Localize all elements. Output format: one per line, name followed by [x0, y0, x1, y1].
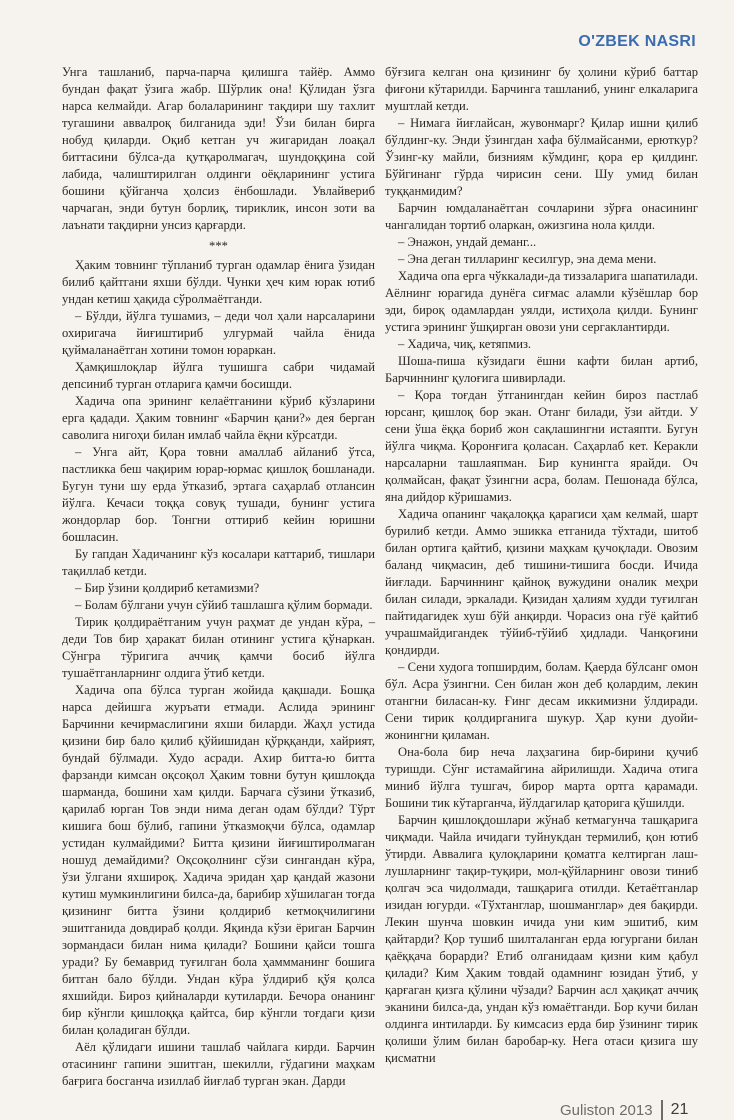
paragraph: Бу гапдан Хадичанинг кўз косалари каттариб, тишлари тақиллаб кетди.: [62, 547, 375, 578]
paragraph: Аёл қўлидаги ишини ташлаб чайлага кирди. Барчин отасининг гапини эшитган, шекилли, гўдагини маҳкам бағрига босганча изиллаб йиғлаб турган экан. Дарди: [62, 1040, 375, 1088]
paragraph: Хадича опанинг чақалоққа қарагиси ҳам келмай, шарт бурилиб кетди. Аммо эшикка етганида тўхтади, шитоб билан ортига қайтиб, қизини маҳкам қучоқлади. Овозим баланд чиқмасин, деб тишини-тишига босди. Ичида йиғлади. Барчиннинг қайноқ вужудини оналик меҳри билан силади, эркалади. Қизидан ҳалиям худди туғилган пайтидагидек хуш бўй анқирди. Чорасиз она гўё қайтиб учрашмайдигандек тўйиб-тўйиб ҳидлади. Чанқоғини қондирди.: [385, 507, 698, 657]
paragraph: Хадича опа эрининг келаётганини кўриб кўзларини ерга қадади. Ҳаким товнинг «Барчин қани?» дея берган саволига нигоҳи билан имлаб чайла ёқни кўрсатди.: [62, 394, 375, 442]
paragraph: Она-бола бир неча лаҳзагина бир-бирини қучиб туришди. Сўнг истамайгина айрилишди. Хадича отига миниб йўлга тушгач, бирор марта ортга қарамади. Бошини тик кўтарганча, йўлдагилар қаторига қўшилди.: [385, 745, 698, 810]
paragraph: – Болам бўлгани учун сўйиб ташлашга қўлим бормади.: [75, 598, 373, 612]
right-text-column: [385, 64, 698, 1067]
paragraph: Хадича опа бўлса турган жойида қақшади. Бошқа нарса дейишга журъати етмади. Аслида эрининг Барчинни кечирмаслигини яхши биларди. Жаҳл устида қизини бир бало қилиб қўйишидан қўрққанди, хайрият, бундай бўлмади. Худо асради. Ахир битта-ю битта фарзанди кимсан оқсоқол Ҳаким товни бутун қишлоқда шарманда, бошини хам қилди. Барчага сўзини ўтказиб, қарилаб юрган Тов энди нима деган одам бўлди? Тўрт кишига бош бўлиб, гапини ўтказмоқчи бўлса, одамлар устидан кулмайдими? Битта қизини йиғиштиролмаган ношуд демайдими? Оқсоқолнинг сўзи сингандан кўра, ўзи ўлгани яхшироқ. Хадича эридан ҳар қандай жазони кутиш мумкинлигини билса-да, барибир хўшилаган тоғда қизининг битта ўзини қолдириб кетмоқчилигини эшитганида довдираб қолди. Яқинда кўзи ёриган Барчин зормандаси билан нима қилади? Бошини қайси тошга уради? Бу бемаврид туғилган бола ҳаммманинг бошига битган бало бўлди. Ундан кўра ўлдириб қўя қолса яхшийди. Бироз қийналарди кутиларди. Бечора онанинг бир кўнгли қишлоққа қайтса, бир кўнгли тоғдаги қизи билан қоладиган бўлди.: [62, 683, 375, 1037]
paragraph: Унга ташланиб, парча-парча қилишга тайёр. Аммо бундан фақат ўзига жабр. Шўрлик она! Қўлидан ўзга нарса келмайди. Агар болаларининг тақдири шу тахлит тугашини аввалроқ билганида эди! Ўзи билан бирга нобуд қиларди. Оқиб кетган уч жигаридан лоақал биттасини бўлса-да қутқаролмагач, шундоққина сой лабида, чалиштирилган олдинги оёқларининг устига бошини қўйганча ҳолсиз ёнбошлади. Увлайвериб чарчаган, энди бутун борлиқ, тириклик, инсон зоти ва лаънати тақдирни унсиз қарғарди.: [62, 65, 375, 232]
page-footer: [62, 1100, 698, 1120]
paragraph: Хадича опа ерга чўккалади-да тиззаларига шапатилади. Аёлнинг юрагида дунёга сиғмас аламли кўзёшлар бор эди, бироқ одамлардан уялди, истиҳола қилди. Бунинг устига эрининг ўшқирган овози уни сергаклантирди.: [385, 269, 698, 334]
magazine-issue: Guliston 2013: [560, 1101, 653, 1119]
left-text-column: [62, 64, 375, 1090]
paragraph: бўғзига келган она қизининг бу ҳолини кўриб баттар фиғони кўтарилди. Барчинга ташланиб, унинг елкаларига муштлай кетди.: [385, 65, 698, 113]
paragraph: Ҳаким товнинг тўпланиб турган одамлар ёнига ўзидан билиб қайтгани яхши бўлди. Чунки ҳеч ким юрак ютиб ундан кетиш ҳақида сўролмаётганди.: [62, 258, 375, 306]
paragraph: – Бир ўзини қолдириб кетамизми?: [75, 581, 260, 595]
paragraph: – Эна деган тилларинг кесилгур, эна дема мени.: [398, 252, 657, 266]
paragraph: Тирик қолдираётганим учун раҳмат де ундан кўра, – деди Тов бир ҳаракат билан отининг устига қўнаркан. Сўнгра тўригига аччиқ қамчи босиб йўлга тушаётганларнинг олдига ўтиб кетди.: [62, 615, 375, 680]
page-number: 21: [670, 1101, 689, 1118]
paragraph: Ҳамқишлоқлар йўлга тушишга сабри чидамай депсиниб турган отларига қамчи босишди.: [62, 360, 375, 391]
paragraph: – Бўлди, йўлга тушамиз, – деди чол ҳали нарсаларини охиригача йиғиштириб улгурмай чайла ёнида қуймаланаётган хотини томон юраркан.: [62, 309, 375, 357]
paragraph: – Хадича, чиқ, кетяпмиз.: [398, 337, 532, 351]
paragraph: – Энажон, ундай деманг...: [398, 235, 537, 249]
paragraph: – Унга айт, Қора товни амаллаб айланиб ўтса, пастликка беш чақирим юрар-юрмас қишлоқ бошланади. Бугун туни шу ерда ўтказиб, эртага саҳарлаб отлансин йўлга. Кечаси тоққа совуқ тушади, бунинг устига жондорлар бор. Тонгни оттириб кейин юришни бошласин.: [62, 445, 375, 544]
paragraph: Шоша-пиша кўзидаги ёшни кафти билан артиб, Барчиннинг қулоғига шивирлади.: [385, 354, 698, 385]
page-body: [62, 64, 698, 1120]
paragraph: Барчин юмдаланаётган сочларини зўрға онасининг чангалидан тортиб оларкан, ожизгина нола қилди.: [385, 201, 698, 232]
paragraph: – Нимага йиғлайсан, жувонмарг? Қилар ишни қилиб бўлдинг-ку. Энди ўзингдан хафа бўлмайсанми, ерюткур? Ўзинг-ку майли, бизниям кўмдинг, қора ер қилдинг. Бўйгинанг гўрда чирисин сени. Шу умид билан туққанмидим?: [385, 116, 698, 198]
paragraph: Барчин қишлоқдошлари жўнаб кетмагунча ташқарига чиқмади. Чайла ичидаги туйнукдан термилиб, қон ютиб ўтирди. Аввалига қулоқларини қоматга келтирган лаш-лушларнинг тақир-туқири, мол-қўйларнинг овози тиниб қолгач эса чидолмади, ташқарига отилди. Кетаётганлар изидан югурди. «Тўхтанглар, шошманглар» дея бақирди. Лекин шунча шовкин ичида уни ким эшитиб, ким қайтарди? Қор тушиб шилталанган ерда югургани билан қаёққача борарди? Етиб олганидаам қизни ким қабул қилади? Ким Ҳаким товдай одамнинг юзидан ўтиб, у қарғаган қизга қўлини чўзади? Барчин асл ҳақиқат аччиқ эканини билса-да, ундан кўз юмаётганди. Бор кучи билан олдинга интиларди. Бу кимсасиз ерда бир ўзининг тирик қолиши ўлим билан баробар-ку. Нега отаси қизига шу қисматни: [385, 813, 698, 1065]
paragraph: – Сени худога топширдим, болам. Қаерда бўлсанг омон бўл. Асра ўзингни. Сен билан жон деб қолардим, лекин отангни биласан-ку. Ғинг десам иккимизни ўлдиради. Сени тирик қолдирганига шукур. Ҳар куни дуойи-жонингни қиламан.: [385, 660, 698, 742]
paragraph: – Қора тоғдан ўтганингдан кейин бироз пастлаб юрсанг, қишлоқ бор экан. Отанг билади, ўзи айтди. У сени ўша ёққа бориб жон сақлашингни истаяпти. Бугун йўлга чиқма. Қоронғига қоласан. Саҳарлаб кет. Керакли нарсаларни ташлаяпман. Бир кунингга ярайди. Оч қолмайсан, фақат ўзингни асра, болам. Пешонада бўлса, яна дийдор кўришамиз.: [385, 388, 698, 504]
footer-divider: [661, 1100, 663, 1120]
section-separator: ***: [209, 239, 228, 253]
text-columns: [62, 64, 698, 1090]
section-title: O'ZBEK NASRI: [578, 33, 696, 50]
